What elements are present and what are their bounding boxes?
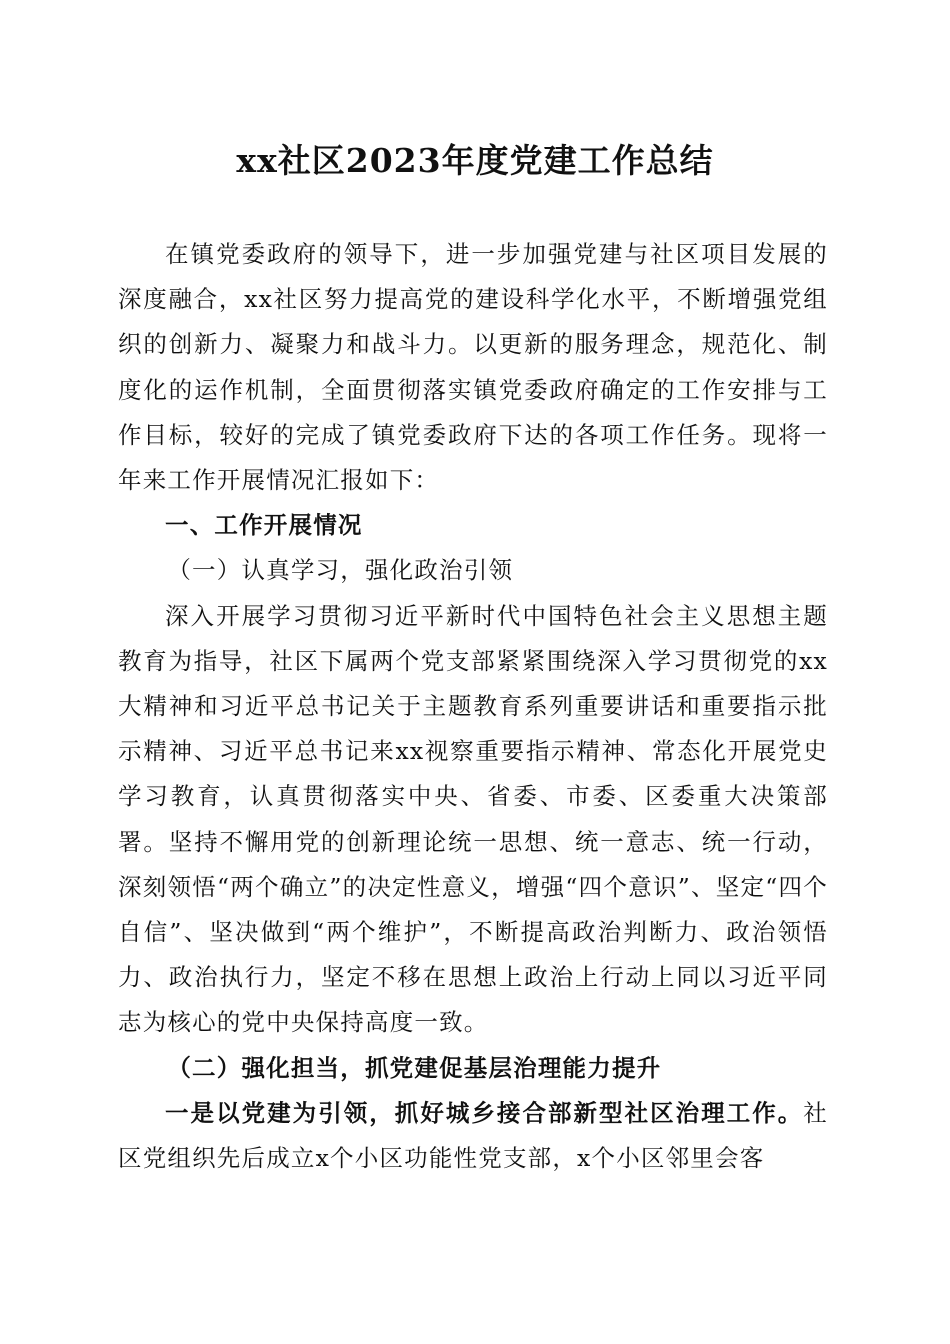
subsection-heading-responsibility: （二）强化担当，抓党建促基层治理能力提升 [167,1053,662,1082]
subsection-heading-study: （一）认真学习，强化政治引领 [167,556,514,585]
subsection-responsibility-paragraph [118,1091,828,1181]
subsection-study-paragraph: 深入开展学习贯彻习近平新时代中国特色社会主义思想主题教育为指导，社区下属两个党支部紧紧围绕深入学习贯彻党的xx大精神和习近平总书记关于主题教育系列重要讲话和重要指示批示精神、习近平总书记来xx视察重要指示精神、常态化开展党史学习教育，认真贯彻落实中央、省委、市委、区委重大决策部署。坚持不懈用党的创新理论统一思想、统一意志、统一行动，深刻领悟“两个确立”的决定性意义，增强“四个意识”、坚定“四个自信”、坚决做到“两个维护”，不断提高政治判断力、政治领悟力、政治执行力，坚定不移在思想上政治上行动上同以习近平同志为核心的党中央保持高度一致。 [118,601,828,1037]
paragraph-body-text: 社区党组织先后成立x个小区功能性党支部，x个小区邻里会客 [118,1098,828,1173]
document-title: xx社区2023年度党建工作总结 [236,141,714,180]
section-heading-work-progress: 一、工作开展情况 [165,511,363,540]
document-body [118,232,828,1181]
intro-paragraph: 在镇党委政府的领导下，进一步加强党建与社区项目发展的深度融合，xx社区努力提高党的建设科学化水平，不断增强党组织的创新力、凝聚力和战斗力。以更新的服务理念，规范化、制度化的运作机制，全面贯彻落实镇党委政府确定的工作安排与工作目标，较好的完成了镇党委政府下达的各项工作任务。现将一年来工作开展情况汇报如下： [118,240,828,495]
paragraph-lead-text: 一是以党建为引领，抓好城乡接合部新型社区治理工作。 [165,1098,804,1127]
